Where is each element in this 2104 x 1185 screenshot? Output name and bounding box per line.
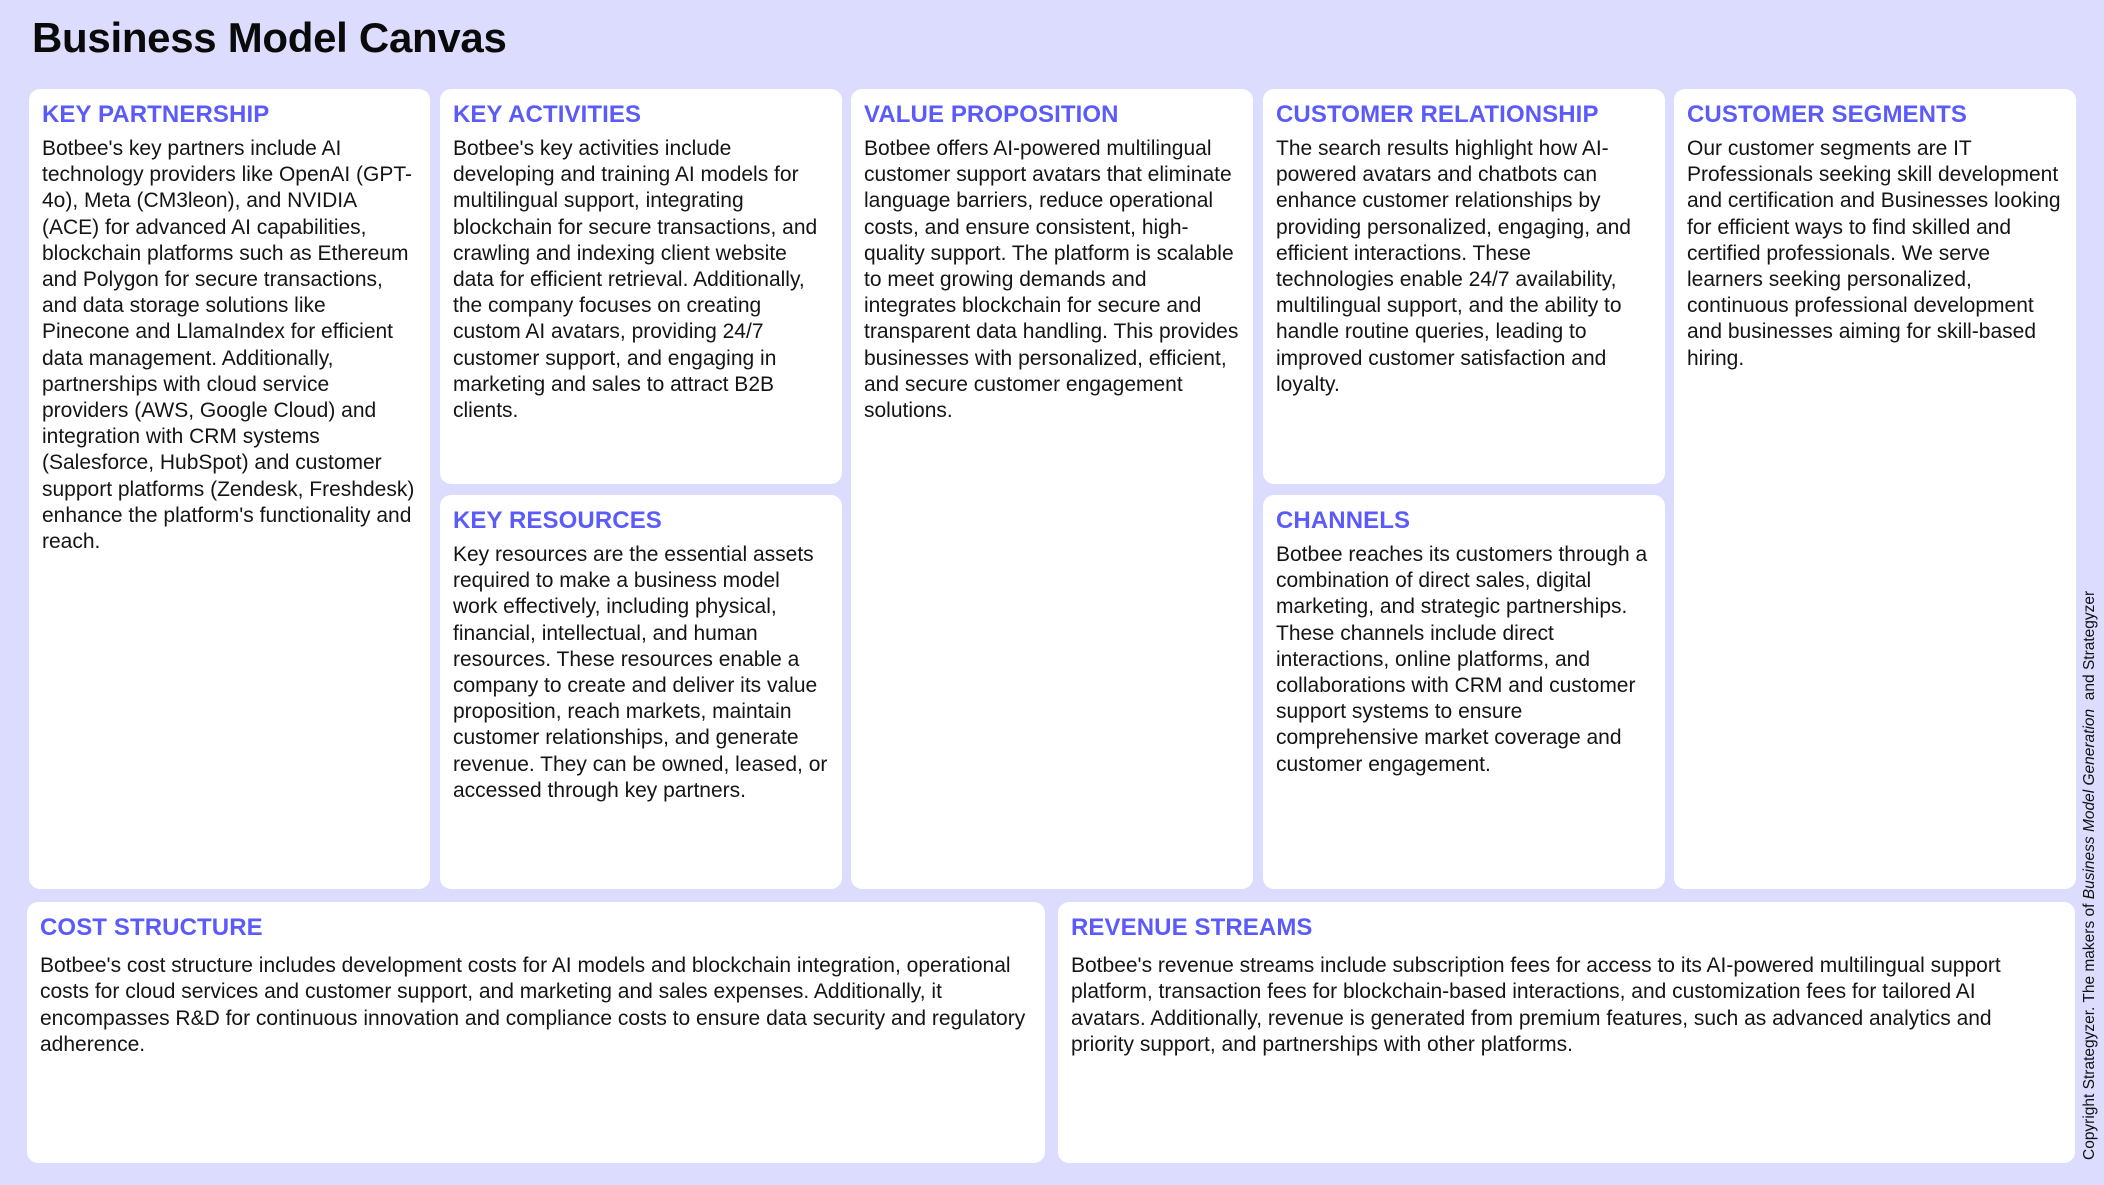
customer-segments-heading: CUSTOMER SEGMENTS xyxy=(1687,101,1967,128)
channels-body: Botbee reaches its customers through a combination of direct sales, digital marketing, and strategic partnerships. These channels include direct interactions, online platforms, and collaborations with CRM and customer support systems to ensure comprehensive market coverage and customer engagement. xyxy=(1276,543,1648,776)
copyright-book-title: Business Model Generation xyxy=(2081,708,2098,900)
copyright-notice xyxy=(2081,591,2099,1160)
key-partnership-card xyxy=(29,89,430,889)
customer-segments-body: Our customer segments are IT Professionals seeking skill development and certification and Businesses looking for efficient ways to find skilled and certified professionals. We serve learners seeking personalized, continuous professional development and businesses aiming for skill-based hiring. xyxy=(1687,137,2061,370)
key-resources-body: Key resources are the essential assets required to make a business model work effectively, including physical, financial, intellectual, and human resources. These resources enable a company to create and deliver its value proposition, reach markets, maintain customer relationships, and generate revenue. They can be owned, leased, or accessed through key partners. xyxy=(453,543,828,802)
cost-structure-body: Botbee's cost structure includes development costs for AI models and blockchain integration, operational costs for cloud services and customer support, and marketing and sales expenses. Additionally, it encompasses R&D for continuous innovation and compliance costs to ensure data security and regulatory adherence. xyxy=(40,954,1026,1057)
cost-structure-heading: COST STRUCTURE xyxy=(40,914,263,941)
customer-relationship-heading: CUSTOMER RELATIONSHIP xyxy=(1276,101,1599,128)
copyright-prefix: Copyright Strategyzer. The makers of xyxy=(2081,899,2098,1160)
copyright-suffix: and Strategyzer xyxy=(2081,590,2098,709)
key-partnership-heading: KEY PARTNERSHIP xyxy=(42,101,270,128)
key-activities-heading: KEY ACTIVITIES xyxy=(453,101,642,128)
key-activities-body: Botbee's key activities include developing and training AI models for multilingual support, integrating blockchain for secure transactions, and crawling and indexing client website data for efficient retrieval. Additionally, the company focuses on creating custom AI avatars, providing 24/7 customer support, and engaging in marketing and sales to attract B2B clients. xyxy=(453,137,818,423)
key-resources-card xyxy=(440,495,842,889)
customer-relationship-card xyxy=(1263,89,1665,484)
customer-segments-card xyxy=(1674,89,2076,889)
channels-card xyxy=(1263,495,1665,889)
value-proposition-card xyxy=(851,89,1253,889)
revenue-streams-body: Botbee's revenue streams include subscription fees for access to its AI-powered multilingual support platform, transaction fees for blockchain-based interactions, and customization fees for tailored AI avatars. Additionally, revenue is generated from premium features, such as advanced analytics and priority support, and partnerships with other platforms. xyxy=(1071,954,2001,1057)
customer-relationship-body: The search results highlight how AI-powered avatars and chatbots can enhance customer relationships by providing personalized, engaging, and efficient interactions. These technologies enable 24/7 availability, multilingual support, and the ability to handle routine queries, leading to improved customer satisfaction and loyalty. xyxy=(1276,137,1631,396)
cost-structure-card xyxy=(27,902,1045,1163)
key-partnership-body: Botbee's key partners include AI technology providers like OpenAI (GPT-4o), Meta (CM3leon), and NVIDIA (ACE) for advanced AI capabilities, blockchain platforms such as Ethereum and Polygon for secure transactions, and data storage solutions like Pinecone and LlamaIndex for efficient data management. Additionally, partnerships with cloud service providers (AWS, Google Cloud) and integration with CRM systems (Salesforce, HubSpot) and customer support platforms (Zendesk, Freshdesk) enhance the platform's functionality and reach. xyxy=(42,137,415,554)
key-activities-card xyxy=(440,89,842,484)
page-title: Business Model Canvas xyxy=(32,14,507,61)
key-resources-heading: KEY RESOURCES xyxy=(453,507,662,534)
value-proposition-body: Botbee offers AI-powered multilingual customer support avatars that eliminate language barriers, reduce operational costs, and ensure consistent, high-quality support. The platform is scalable to meet growing demands and integrates blockchain for secure and transparent data handling. This provides businesses with personalized, efficient, and secure customer engagement solutions. xyxy=(864,137,1239,423)
value-proposition-heading: VALUE PROPOSITION xyxy=(864,101,1119,128)
channels-heading: CHANNELS xyxy=(1276,507,1411,534)
revenue-streams-card xyxy=(1058,902,2075,1163)
revenue-streams-heading: REVENUE STREAMS xyxy=(1071,914,1313,941)
